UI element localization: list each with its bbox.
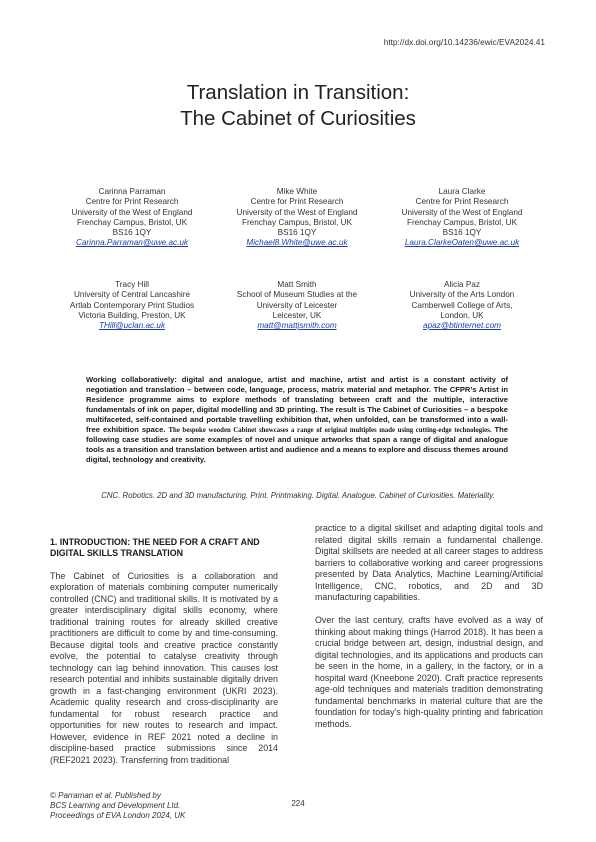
footer-line: Proceedings of EVA London 2024, UK	[50, 811, 186, 821]
paper-title	[0, 80, 596, 132]
author-affiliation: Centre for Print Research	[250, 197, 344, 207]
author-email-link[interactable]: Laura.ClarkeOaten@uwe.ac.uk	[404, 238, 520, 248]
author-postcode: BS16 1QY	[112, 228, 152, 238]
right-column	[315, 523, 543, 742]
author-affiliation: Camberwell College of Arts,	[411, 300, 513, 310]
left-column	[50, 523, 278, 778]
author-name: Carinna Parraman	[98, 187, 166, 196]
keywords: CNC. Robotics. 2D and 3D manufacturing. Print. Printmaking. Digital. Analogue. Cabinet of Curiosities. Materiality.	[101, 491, 495, 500]
author-email-link[interactable]: Michael8.White@uwe.ac.uk	[246, 238, 348, 248]
author-address: London, UK	[440, 310, 484, 320]
section-heading: 1. INTRODUCTION: THE NEED FOR A CRAFT AND DIGITAL SKILLS TRANSLATION	[50, 537, 260, 559]
author-affiliation: University of the Arts London	[409, 290, 515, 300]
author-name: Tracy Hill	[115, 280, 149, 289]
abstract-text-serif: The bespoke wooden Cabinet showcases a range of original multiples made using cutting-edge technologies.	[168, 426, 492, 434]
author-block-4	[42, 280, 222, 331]
author-postcode: BS16 1QY	[442, 228, 482, 238]
author-address: Leicester, UK	[272, 310, 322, 320]
author-affiliation: University of Leicester	[256, 300, 338, 310]
author-email-link[interactable]: Carinna.Parraman@uwe.ac.uk	[75, 238, 189, 248]
footer-line: © Parraman et al. Published by	[50, 791, 161, 800]
author-address: Frenchay Campus, Bristol, UK	[241, 217, 353, 227]
body-paragraph: practice to a digital skillset and adapting digital tools and related digital skills remain a fundamental challenge. Digital skillsets are needed at all career stages to address barriers to collaborative working and career progressions presented by Data Analytics, Machine Learning/Artificial Intelligence, CNC, robotics, and 2D and 3D manufacturing capabilities.	[315, 523, 543, 602]
author-email-link[interactable]: THill@uclan.ac.uk	[98, 321, 166, 331]
author-name: Matt Smith	[277, 280, 317, 289]
doi-link[interactable]: http://dx.doi.org/10.14236/ewic/EVA2024.41	[383, 37, 545, 47]
abstract	[86, 375, 508, 465]
footer-line: BCS Learning and Development Ltd.	[50, 801, 181, 811]
author-block-5	[207, 280, 387, 331]
title-line-2: The Cabinet of Curiosities	[180, 107, 416, 130]
author-affiliation: Centre for Print Research	[85, 197, 179, 207]
author-name: Laura Clarke	[438, 187, 486, 196]
author-email-link[interactable]: matt@mattjsmith.com	[257, 321, 337, 331]
author-address: Victoria Building, Preston, UK	[78, 310, 186, 320]
author-affiliation: Artlab Contemporary Print Studios	[69, 300, 195, 310]
author-name: Alicia Paz	[444, 280, 480, 289]
author-affiliation: School of Museum Studies at the	[236, 290, 358, 300]
body-paragraph: The Cabinet of Curiosities is a collaboration and exploration of materials combining computer numerically controlled (CNC) and traditional skills. It is motivated by a greater interdisciplinary digital skills economy, where traditional training routes for already skilled creative practitioners are difficult to come by and time-consuming. Because digital tools and creative practice constantly evolve, the potential to catalyse creativity through technology can lag behind innovation. This causes lost research potential and inhibits sustainable digitally driven growth in a fast-changing environment (UKRI 2023). Academic quality research and cross-disciplinarity are fundamental for robust research practice and opportunities for new routes to research and impact. However, evidence in REF 2021 noted a decline in discipline-based practice submissions since 2014 (REF2021 2023). Transferring from traditional	[50, 570, 278, 765]
author-affiliation: University of the West of England	[71, 207, 193, 217]
author-postcode: BS16 1QY	[277, 228, 317, 238]
title-line-1: Translation in Transition:	[186, 81, 410, 104]
page-number: 224	[291, 799, 305, 808]
author-affiliation: University of the West of England	[236, 207, 358, 217]
author-block-6	[372, 280, 552, 331]
author-block-3	[372, 187, 552, 249]
author-block-1	[42, 187, 222, 249]
author-affiliation: University of the West of England	[401, 207, 523, 217]
abstract-text: The following case studies are some examples of novel and unique artworks that span a range of digital and analogue tools as a transition and translation between artist and audience and a means to explore and discuss themes around digital, technology and creativity.	[86, 424, 508, 465]
abstract-text: Working collaboratively: digital and analogue, artist and machine, artist and artist is a constant activity of negotiation and translation – between code, language, process, matrix material and metaphor. The CFPR’s Artist in Residence programme aims to explore methods of translating between craft and the multiple, interactive fundamentals of ink on paper, digital modelling and 3D printing. The result is The Cabinet of Curiosities – a bespoke multifaceted, self-contained and portable travelling exhibition that, when unfolded, can be transformed into a wall-free exhibition space.	[86, 375, 508, 434]
author-address: Frenchay Campus, Bristol, UK	[76, 217, 188, 227]
author-affiliation: Centre for Print Research	[415, 197, 509, 207]
author-affiliation: University of Central Lancashire	[73, 290, 191, 300]
body-paragraph: Over the last century, crafts have evolved as a way of thinking about making things (Harrod 2018). It has been a crucial bridge between art, design, industrial design, and digital technologies, and its applications and products can be seen in the home, in a gallery, in the factory, or in a hospital ward (Kneebone 2020). Craft practice represents age-old techniques and materials tradition demonstrating fundamental benchmarks in material culture that are the foundation for today’s high-quality printing and fabrication methods.	[315, 615, 543, 729]
author-address: Frenchay Campus, Bristol, UK	[406, 217, 518, 227]
author-email-link[interactable]: apaz@btinternet.com	[423, 321, 501, 331]
author-block-2	[207, 187, 387, 249]
author-name: Mike White	[276, 187, 318, 196]
